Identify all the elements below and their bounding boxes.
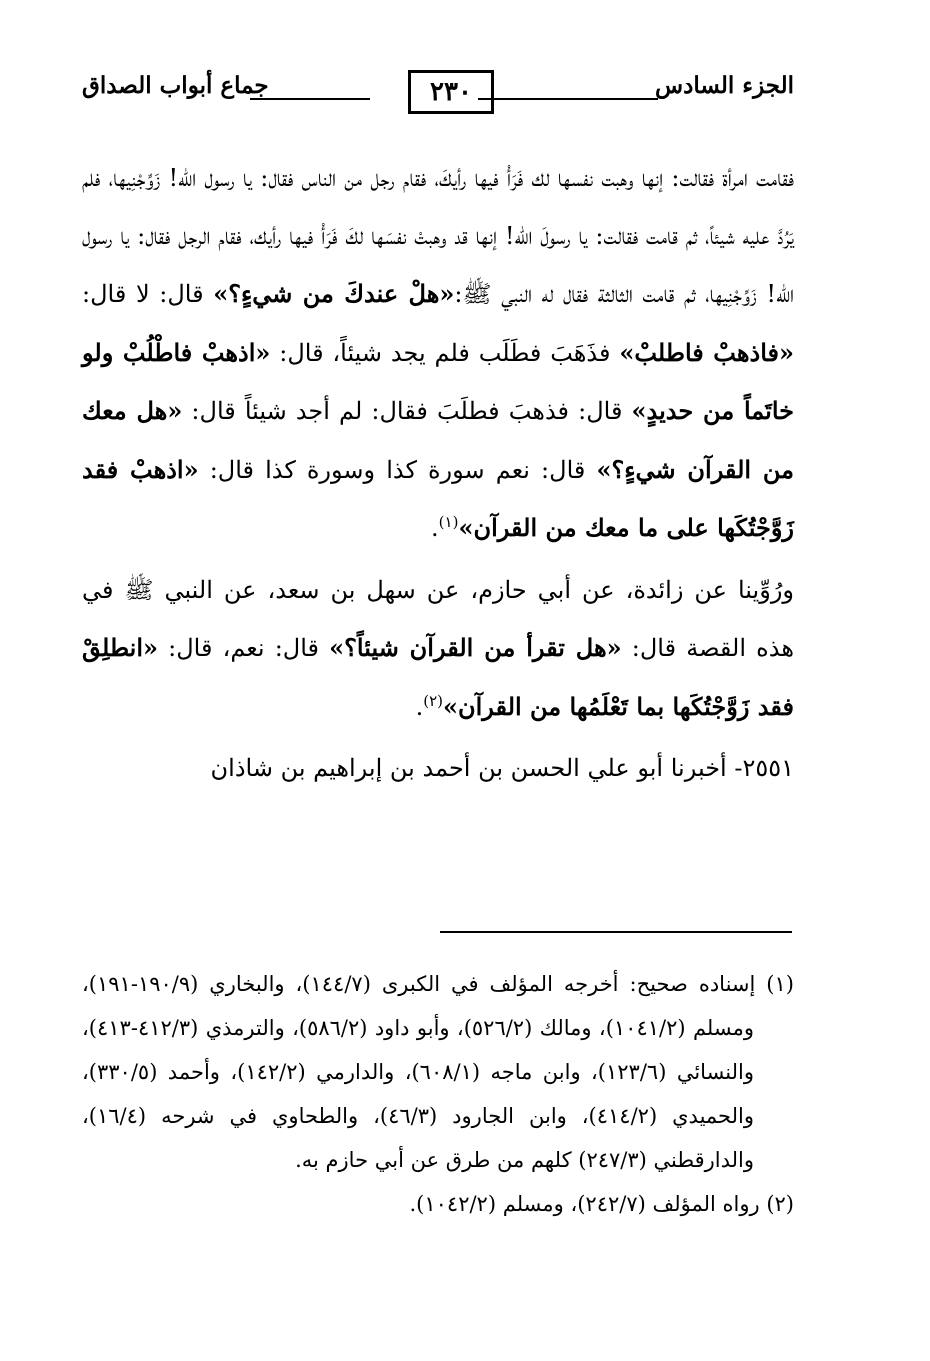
prophet-quote: «هل تقرأ من القرآن شيئاً؟» (329, 633, 622, 662)
footnote-ref-1[interactable]: (١) (438, 513, 459, 531)
prophet-quote: «اذهبْ فاطْلُبْ ولو خاتَماً من حديدٍ» (82, 337, 795, 425)
volume-title: الجزء السادس (655, 72, 794, 99)
narration-text: قال: نعم سورة كذا وسورة كذا قال: (198, 455, 597, 484)
footnote-2: (٢) رواه المؤلف (٢٤٢/٧)، ومسلم (١٠٤٢/٢). (409, 1192, 794, 1216)
narration-text: . (415, 692, 424, 721)
header-rule-right (478, 98, 658, 100)
narration-text: قال: نعم، قال: (158, 634, 330, 662)
prophet-quote: «انطلِقْ فقد زَوَّجْتُكَها بما تَعْلَمُها من القرآن» (82, 633, 794, 721)
prophet-quote: «فاذهبْ فاطلبْ» (619, 337, 794, 367)
main-text (82, 150, 794, 798)
prophet-quote: «هل معك من القرآن شيءٍ؟» (82, 396, 794, 484)
page-number-box (408, 70, 494, 114)
prophet-quote: «اذهبْ فقد زَوَّجْتُكَها على ما معك من القرآن» (82, 454, 794, 542)
footnote-1: (١) إسناده صحيح: أخرجه المؤلف في الكبرى (١٤٤/٧)، والبخاري (١٩٠/٩-١٩١)، ومسلم (١٠٤١/٢)، ومالك (٥٢٦/٢)، وأبو داود (٥٨٦/٢)، والترمذي (٤١٢/٣-٤١٣)، والنسائي (١٢٣/٦)، وابن ماجه (٦٠٨/١)، والدارمي (١٤٢/٢)، وأحمد (٣٣٠/٥)، والحميدي (٤١٤/٢)، وابن الجارود (٤٦/٣)، والطحاوي في شرحه (١٦/٤)، والدارقطني (٢٤٧/٣) كلهم من طرق عن أبي حازم به. (82, 972, 794, 1172)
footnote-ref-2[interactable]: (٢) (423, 691, 444, 710)
narration-text: ورُوِّينا عن زائدة، عن أبي حازم، عن سهل بن سعد، عن النبي ﷺ في هذه القصة قال: (82, 575, 795, 662)
paragraph-3: ٢٥٥١- أخبرنا أبو علي الحسن بن أحمد بن إبراهيم بن شاذان (210, 754, 794, 782)
narration-text: قال: فذهبَ فطلَبَ فقال: لم أجد شيئاً قال: (182, 397, 632, 425)
paragraph-2 (82, 562, 794, 737)
footnotes-section (82, 962, 794, 1226)
page-number: ٢٣٠ (430, 77, 472, 107)
narration-text: فقامت امرأة فقالت: إنها وهبت نفسها لك فَرَأْ فيها رأيكَ، فقام رجل من الناس فقال: يا رسول الله! زَوِّجْنِيها، فلم يَرُدَّ عليه شيئاً، ثم قامت فقالت: يا رسولَ الله! إنها قد وهبتْ نفسَها لكَ فَرَأْ فيها رأيك، فقام الرجل فقال: يا رسول الله! زَوِّجْنِيها، ثم قامت الثالثة فقال له النبي ﷺ: (82, 164, 794, 308)
narration-text: قال: لا قال: (82, 280, 214, 308)
narration-text: . (431, 514, 439, 542)
prophet-quote: «هلْ عندكَ من شيءٍ؟» (213, 279, 455, 308)
narration-text: فذَهَبَ فطَلَب فلم يجد شيئاً، قال: (270, 338, 620, 367)
chapter-title: جماع أبواب الصداق (82, 72, 269, 99)
page-header (82, 62, 794, 120)
paragraph-1 (82, 150, 794, 558)
footnote-separator (440, 931, 792, 933)
